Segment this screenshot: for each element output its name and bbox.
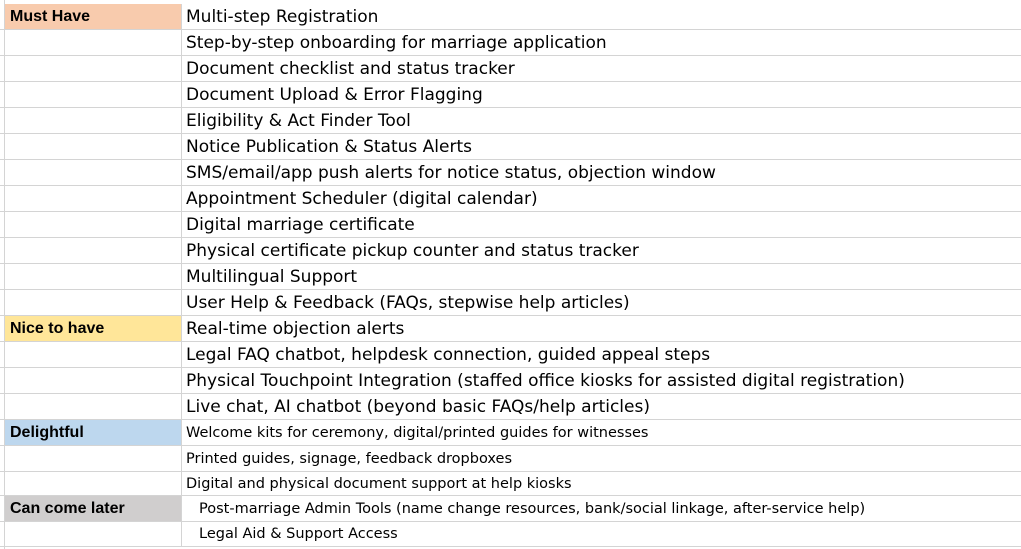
feature-cell[interactable]: Legal FAQ chatbot, helpdesk connection, guided appeal steps xyxy=(181,342,1021,367)
category-cell-empty[interactable] xyxy=(5,472,181,495)
category-cell-empty[interactable] xyxy=(5,290,181,315)
feature-cell[interactable]: Digital marriage certificate xyxy=(181,212,1021,237)
table-row xyxy=(0,134,1021,160)
table-row xyxy=(0,342,1021,368)
table-row xyxy=(0,56,1021,82)
feature-cell[interactable]: Printed guides, signage, feedback dropboxes xyxy=(181,446,1021,471)
category-cell-empty[interactable] xyxy=(5,30,181,55)
feature-cell[interactable]: Physical certificate pickup counter and status tracker xyxy=(181,238,1021,263)
table-row xyxy=(0,238,1021,264)
category-nice-to-have[interactable]: Nice to have xyxy=(5,316,181,341)
category-cell-empty[interactable] xyxy=(5,368,181,393)
feature-cell[interactable]: User Help & Feedback (FAQs, stepwise help articles) xyxy=(181,290,1021,315)
table-row xyxy=(0,30,1021,56)
feature-cell[interactable]: Document checklist and status tracker xyxy=(181,56,1021,81)
category-must-have[interactable]: Must Have xyxy=(5,4,181,29)
category-cell-empty[interactable] xyxy=(5,522,181,546)
category-cell-empty[interactable] xyxy=(5,342,181,367)
feature-cell[interactable]: Eligibility & Act Finder Tool xyxy=(181,108,1021,133)
table-row xyxy=(0,522,1021,547)
feature-cell[interactable]: Multilingual Support xyxy=(181,264,1021,289)
category-cell-empty[interactable] xyxy=(5,186,181,211)
category-cell-empty[interactable] xyxy=(5,446,181,471)
table-row xyxy=(0,446,1021,472)
feature-cell[interactable]: Physical Touchpoint Integration (staffed office kiosks for assisted digital registration) xyxy=(181,368,1021,393)
feature-cell[interactable]: Notice Publication & Status Alerts xyxy=(181,134,1021,159)
table-row xyxy=(0,108,1021,134)
feature-cell[interactable]: Real-time objection alerts xyxy=(181,316,1021,341)
table-row xyxy=(0,160,1021,186)
category-cell-empty[interactable] xyxy=(5,264,181,289)
table-row xyxy=(0,186,1021,212)
feature-cell[interactable]: Post-marriage Admin Tools (name change resources, bank/social linkage, after-service help) xyxy=(181,496,1021,521)
feature-cell[interactable]: Live chat, AI chatbot (beyond basic FAQs/help articles) xyxy=(181,394,1021,419)
table-row xyxy=(0,4,1021,30)
table-row xyxy=(0,420,1021,446)
feature-cell[interactable]: Legal Aid & Support Access xyxy=(181,522,1021,546)
category-cell-empty[interactable] xyxy=(5,82,181,107)
category-cell-empty[interactable] xyxy=(5,394,181,419)
feature-cell[interactable]: Multi-step Registration xyxy=(181,4,1021,29)
category-cell-empty[interactable] xyxy=(5,108,181,133)
table-row xyxy=(0,264,1021,290)
table-row xyxy=(0,212,1021,238)
category-can-come-later[interactable]: Can come later xyxy=(5,496,181,521)
category-cell-empty[interactable] xyxy=(5,160,181,185)
table-row xyxy=(0,82,1021,108)
category-cell-empty[interactable] xyxy=(5,238,181,263)
table-row xyxy=(0,496,1021,522)
feature-cell[interactable]: Appointment Scheduler (digital calendar) xyxy=(181,186,1021,211)
category-cell-empty[interactable] xyxy=(5,212,181,237)
feature-cell[interactable]: SMS/email/app push alerts for notice status, objection window xyxy=(181,160,1021,185)
table-row xyxy=(0,316,1021,342)
table-row xyxy=(0,290,1021,316)
table-row xyxy=(0,368,1021,394)
feature-cell[interactable]: Step-by-step onboarding for marriage application xyxy=(181,30,1021,55)
feature-cell[interactable]: Digital and physical document support at help kiosks xyxy=(181,472,1021,495)
table-row xyxy=(0,472,1021,496)
feature-cell[interactable]: Welcome kits for ceremony, digital/printed guides for witnesses xyxy=(181,420,1021,445)
category-delightful[interactable]: Delightful xyxy=(5,420,181,445)
feature-cell[interactable]: Document Upload & Error Flagging xyxy=(181,82,1021,107)
category-cell-empty[interactable] xyxy=(5,56,181,81)
table-row xyxy=(0,394,1021,420)
category-cell-empty[interactable] xyxy=(5,134,181,159)
